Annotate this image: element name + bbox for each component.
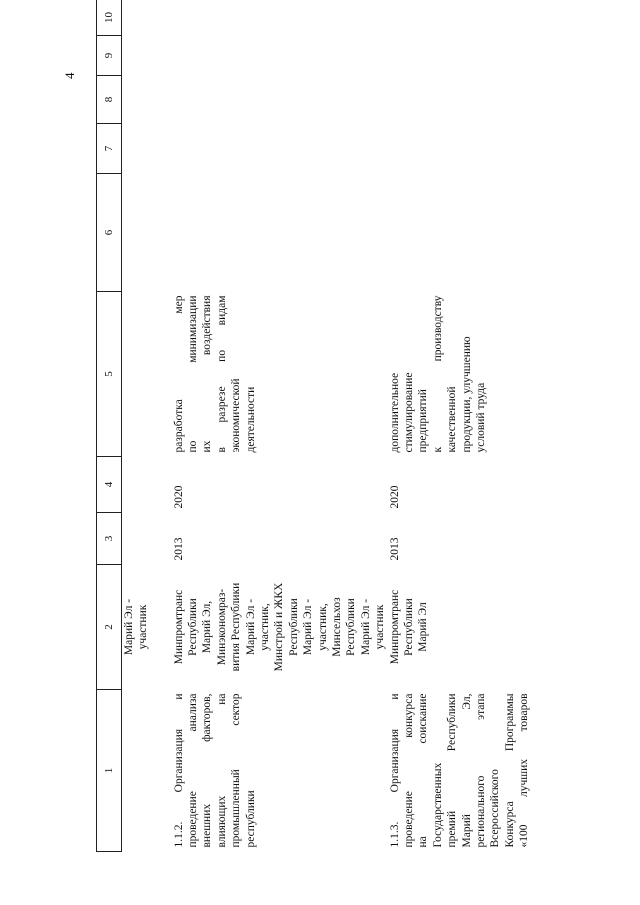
column-number: 1 (97, 690, 122, 852)
executor-cell: Минпромтранс Республики Марий Эл (388, 589, 430, 665)
column-number: 5 (97, 292, 122, 457)
executor-cell: Марий Эл - участник (123, 598, 150, 656)
expected-result-cell: дополнительное стимулирование предприятий к производству качественной продукции, улучшению условий труда (388, 295, 488, 453)
column-number: 3 (97, 513, 122, 565)
table-row (388, 0, 532, 852)
end-year-cell: 2020 (388, 485, 401, 509)
column-number: 2 (97, 565, 122, 690)
column-number: 8 (97, 76, 122, 124)
end-year-cell: 2020 (172, 485, 185, 509)
column-number: 6 (97, 174, 122, 292)
start-year-cell: 2013 (388, 537, 401, 561)
column-number: 9 (97, 36, 122, 76)
table-row (172, 0, 388, 852)
table-row-continuation (122, 0, 172, 852)
measure-name-cell: 1.1.3. Организация и проведение конкурса на соискание Государственных премий Республики Марий Эл, регионального этапа Всероссийского Конкурса Программы «100 лучших товаров (388, 693, 531, 848)
column-number: 4 (97, 457, 122, 513)
measure-name-cell: 1.1.2. Организация и проведение анализа внешних факторов, влияющих на промышленный сектор республики (172, 693, 257, 848)
page-number: 4 (62, 72, 77, 79)
expected-result-cell: разработка мер по минимизации их воздействия в разрезе по видам экономической деятельности (172, 295, 257, 453)
measures-table (96, 0, 532, 852)
column-number: 7 (97, 124, 122, 174)
executor-cell: Минпромтранс Республики Марий Эл, Минэкономраз- вития Республики Марий Эл - участник, Минстрой и ЖКХ Республики Марий Эл - участник, Минсельхоз Республики Марий Эл - участник (172, 582, 387, 672)
start-year-cell: 2013 (172, 537, 185, 561)
column-number: 10 (97, 0, 122, 36)
column-number-row (97, 0, 122, 852)
